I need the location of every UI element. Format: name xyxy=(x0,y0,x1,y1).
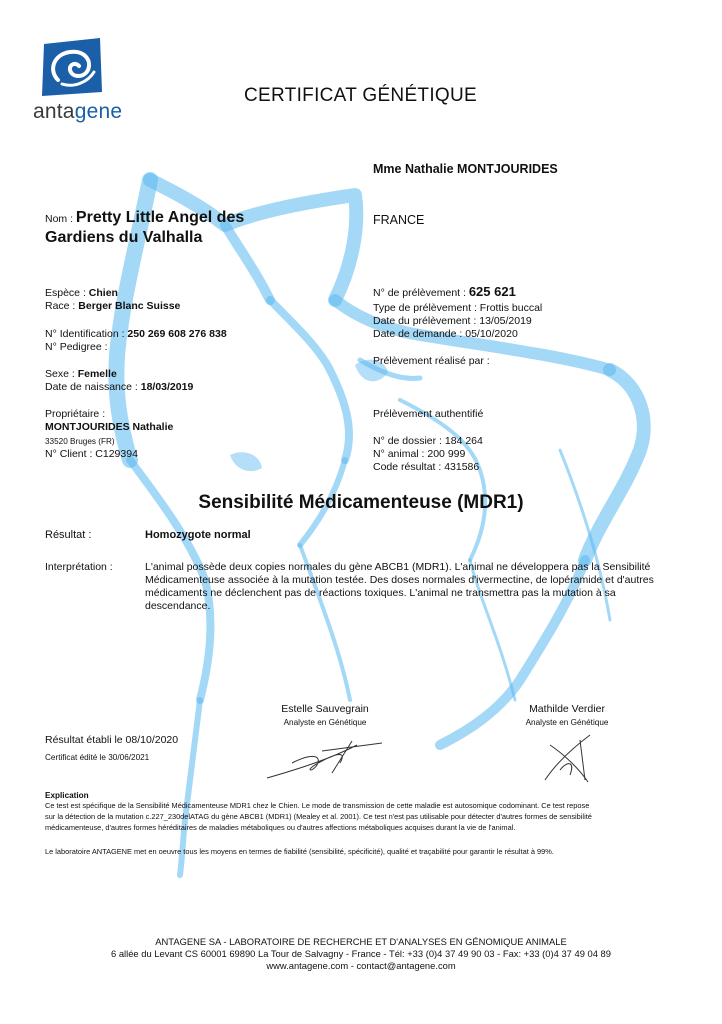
interpretation-line: Médicamenteuse associée à la mutation testée. Des doses normales d'ivermectine, de lopéramide et d'autres xyxy=(145,574,654,586)
sexe-row xyxy=(45,368,117,381)
nom-label: Nom : xyxy=(45,213,76,225)
numero-animal: N° animal : 200 999 xyxy=(373,448,466,460)
prelevement-value: 625 621 xyxy=(468,284,516,299)
naissance-label: Date de naissance : xyxy=(45,381,141,393)
interpretation-line: descendance. xyxy=(145,600,211,612)
animal-name-line2: Gardiens du Valhalla xyxy=(45,229,203,246)
animal-name-block xyxy=(45,208,244,248)
antagene-logo xyxy=(33,36,123,131)
prelevement-row xyxy=(373,285,516,300)
signature-left-role: Analyste en Génétique xyxy=(283,718,367,727)
signature-right-role: Analyste en Génétique xyxy=(525,718,609,727)
explication-line: médicamenteuse, d'autres formes héréditaires de maladies métaboliques ou d'autres affections métaboliques acquises durant la vie de l'animal. xyxy=(45,823,516,832)
race-row xyxy=(45,300,180,313)
naissance-value: 18/03/2019 xyxy=(140,381,194,393)
signature-right-name: Mathilde Verdier xyxy=(529,703,605,715)
proprietaire-address: 33520 Bruges (FR) xyxy=(45,437,115,446)
page-title: CERTIFICAT GÉNÉTIQUE xyxy=(244,85,477,106)
logo-suffix: gene xyxy=(74,100,123,123)
sexe-value: Femelle xyxy=(77,368,117,380)
pedigree-row: N° Pedigree : xyxy=(45,341,108,353)
explication-title: Explication xyxy=(45,791,89,800)
certificat-date: Certificat édité le 30/06/2021 xyxy=(45,753,150,762)
logo-prefix: anta xyxy=(33,100,75,123)
footer-address: 6 allée du Levant CS 60001 69890 La Tour de Salvagny - France - Tél: +33 (0)4 37 49 90 03 - Fax: +33 (0)4 37 49 04 89 xyxy=(111,948,611,959)
espece-row xyxy=(45,287,118,300)
resultat-date: Résultat établi le 08/10/2020 xyxy=(45,734,179,746)
date-prelevement: Date du prélèvement : 13/05/2019 xyxy=(373,315,532,327)
espece-value: Chien xyxy=(88,287,118,299)
prelevement-label: N° de prélèvement : xyxy=(373,287,469,299)
resultat-value: Homozygote normal xyxy=(145,529,251,541)
interpretation-line: médicaments ne déclenchent pas de réactions toxiques. L'animal ne transmettra pas la mutation à sa xyxy=(145,587,616,599)
prelevement-authentifie: Prélèvement authentifié xyxy=(373,408,484,420)
owner-name: Mme Nathalie MONTJOURIDES xyxy=(373,162,558,176)
date-demande: Date de demande : 05/10/2020 xyxy=(373,328,518,340)
quality-statement: Le laboratoire ANTAGENE met en oeuvre tous les moyens en termes de fiabilité (sensibilité, spécificité), qualité et traçabilité pour garantir le résultat à 99%. xyxy=(45,847,554,856)
signature-left-image xyxy=(262,733,392,783)
identification-row xyxy=(45,328,227,341)
naissance-row xyxy=(45,381,193,394)
proprietaire-label: Propriétaire : xyxy=(45,408,106,420)
signature-left-name: Estelle Sauvegrain xyxy=(281,703,369,715)
proprietaire-client: N° Client : C129394 xyxy=(45,448,138,460)
interpretation-line: L'animal possède deux copies normales du gène ABCB1 (MDR1). L'animal ne développera pas la Sensibilité xyxy=(145,561,651,573)
interpretation-text xyxy=(145,561,705,613)
proprietaire-name: MONTJOURIDES Nathalie xyxy=(45,421,174,433)
sexe-label: Sexe : xyxy=(45,368,78,380)
explication-text xyxy=(45,800,685,833)
owner-country: FRANCE xyxy=(373,213,425,227)
identification-label: N° Identification : xyxy=(45,328,128,340)
resultat-label: Résultat : xyxy=(45,529,92,541)
race-label: Race : xyxy=(45,300,79,312)
antagene-logo-mark xyxy=(38,36,106,98)
numero-dossier: N° de dossier : 184 264 xyxy=(373,435,483,447)
race-value: Berger Blanc Suisse xyxy=(78,300,181,312)
signature-right-image xyxy=(540,730,600,785)
interpretation-label: Interprétation : xyxy=(45,561,113,573)
identification-value: 250 269 608 276 838 xyxy=(127,328,227,340)
footer-lab-name: ANTAGENE SA - LABORATOIRE DE RECHERCHE ET D'ANALYSES EN GÉNOMIQUE ANIMALE xyxy=(155,936,567,947)
footer-contact: www.antagene.com - contact@antagene.com xyxy=(266,960,456,971)
explication-line: sur la détection de la mutation c.227_230delATAG du gène ABCB1 (MDR1) (Mealey et al. 2001). Ce test n'est pas utilisable pour détecter d'autres formes de sensibilité xyxy=(45,812,592,821)
prelevement-realise-par: Prélèvement réalisé par : xyxy=(373,355,490,367)
explication-line: Ce test est spécifique de la Sensibilité Médicamenteuse MDR1 chez le Chien. Le mode de transmission de cette maladie est autosomique codominant. Ce test repose xyxy=(45,801,590,810)
test-title: Sensibilité Médicamenteuse (MDR1) xyxy=(198,492,524,513)
type-prelevement: Type de prélèvement : Frottis buccal xyxy=(373,302,543,314)
espece-label: Espèce : xyxy=(45,287,89,299)
animal-name-line1: Pretty Little Angel des xyxy=(75,209,245,226)
code-resultat: Code résultat : 431586 xyxy=(373,461,480,473)
logo-text xyxy=(33,100,122,124)
